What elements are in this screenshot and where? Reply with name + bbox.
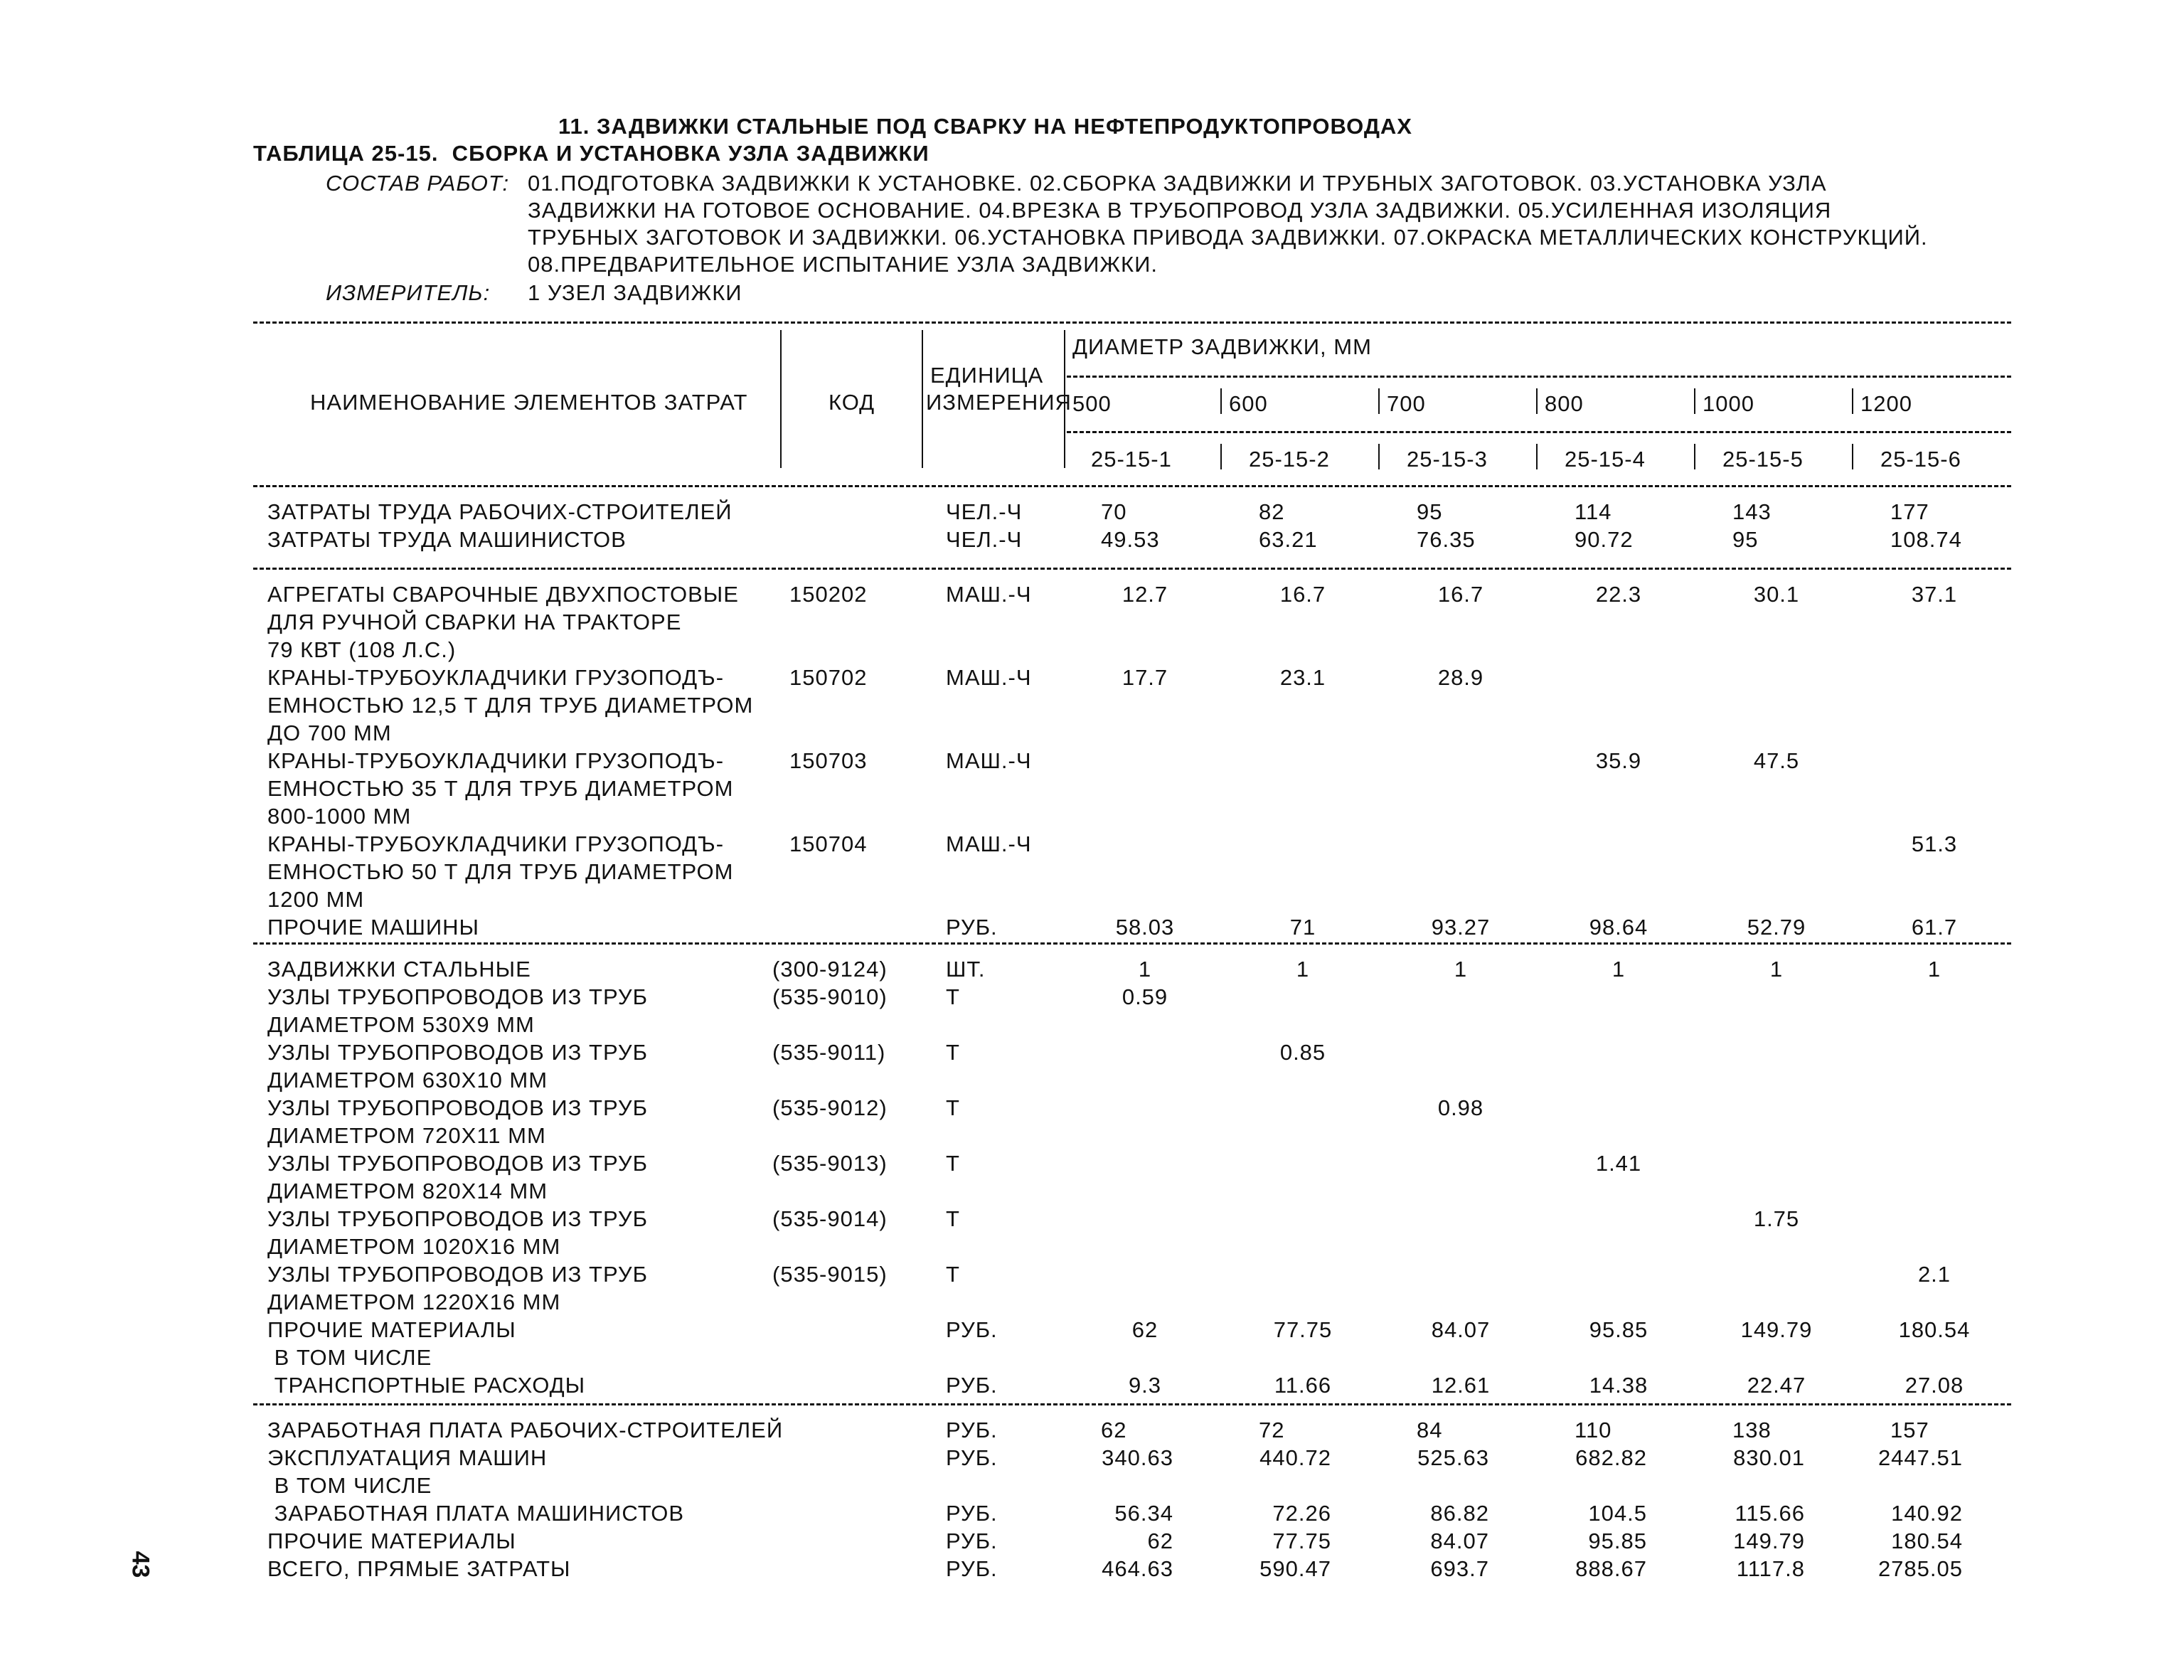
diameter-800: 800 <box>1545 391 1584 416</box>
row-value: 143 <box>1732 499 1772 524</box>
row-value: 682.82 <box>1575 1445 1647 1470</box>
row-name-line: ДО 700 ММ <box>267 721 392 745</box>
row-name-line: ДЛЯ РУЧНОЙ СВАРКИ НА ТРАКТОРЕ <box>267 610 682 634</box>
row-code: 150202 <box>789 582 868 607</box>
row-name-line: УЗЛЫ ТРУБОПРОВОДОВ ИЗ ТРУБ <box>267 1151 648 1176</box>
row-code: (300-9124) <box>772 957 888 982</box>
row-unit: Т <box>946 984 960 1009</box>
code-divider-2 <box>1220 444 1222 469</box>
row-value: 30.1 <box>1753 582 1800 607</box>
row-value: 830.01 <box>1733 1445 1805 1470</box>
header-top-rule <box>253 321 2011 324</box>
row-value: 35.9 <box>1595 748 1642 773</box>
row-value: 28.9 <box>1437 665 1484 690</box>
row-unit: Т <box>946 1151 960 1176</box>
row-value: 95 <box>1417 499 1443 524</box>
row-unit: МАШ.-Ч <box>946 665 1032 690</box>
row-name-line: УЗЛЫ ТРУБОПРОВОДОВ ИЗ ТРУБ <box>267 1040 648 1065</box>
row-value: 525.63 <box>1417 1445 1489 1470</box>
page-number: 43 <box>127 1551 154 1578</box>
row-unit: Т <box>946 1095 960 1120</box>
row-value: 71 <box>1289 915 1316 940</box>
table-title: ТАБЛИЦА 25-15. СБОРКА И УСТАНОВКА УЗЛА ЗАДВИЖКИ <box>253 141 929 166</box>
row-value: 177 <box>1890 499 1929 524</box>
header-rule-2 <box>1067 431 2011 433</box>
code-divider-6 <box>1852 444 1853 469</box>
row-name-line: ЗАТРАТЫ ТРУДА МАШИНИСТОВ <box>267 527 627 552</box>
header-rule-1 <box>1067 376 2011 378</box>
code-divider-3 <box>1378 444 1380 469</box>
group-divider <box>253 942 2011 945</box>
row-unit: ШТ. <box>946 957 986 982</box>
header-bottom-rule <box>253 485 2011 487</box>
row-value: 84.07 <box>1431 1317 1491 1342</box>
row-value: 180.54 <box>1898 1317 1971 1342</box>
row-value: 23.1 <box>1279 665 1326 690</box>
row-value: 47.5 <box>1753 748 1800 773</box>
row-code: 150702 <box>789 665 868 690</box>
row-value: 82 <box>1259 499 1285 524</box>
row-name-line: ЕМНОСТЬЮ 12,5 Т ДЛЯ ТРУБ ДИАМЕТРОМ <box>267 693 754 718</box>
diameter-500: 500 <box>1072 391 1112 416</box>
row-value: 693.7 <box>1430 1556 1489 1581</box>
section-title: 11. ЗАДВИЖКИ СТАЛЬНЫЕ ПОД СВАРКУ НА НЕФТЕПРОДУКТОПРОВОДАХ <box>558 114 1412 139</box>
row-value: 12.61 <box>1431 1373 1491 1398</box>
header-divider-name <box>780 330 782 468</box>
row-unit: РУБ. <box>946 1501 998 1526</box>
row-value: 149.79 <box>1733 1529 1805 1553</box>
row-name-line: ДИАМЕТРОМ 530Х9 ММ <box>267 1012 535 1037</box>
row-name-line: ЕМНОСТЬЮ 50 Т ДЛЯ ТРУБ ДИАМЕТРОМ <box>267 859 734 884</box>
diam-divider-2 <box>1220 388 1222 414</box>
row-value: 2.1 <box>1917 1262 1951 1287</box>
row-name-line: ЗАТРАТЫ ТРУДА РАБОЧИХ-СТРОИТЕЛЕЙ <box>267 499 733 524</box>
row-value: 1 <box>1454 957 1468 982</box>
row-value: 16.7 <box>1279 582 1326 607</box>
row-code: 150704 <box>789 831 868 856</box>
row-value: 1.75 <box>1753 1206 1800 1231</box>
row-value: 95.85 <box>1588 1529 1647 1553</box>
row-value: 157 <box>1890 1418 1929 1442</box>
row-value: 1 <box>1138 957 1152 982</box>
row-name-line: ВСЕГО, ПРЯМЫЕ ЗАТРАТЫ <box>267 1556 571 1581</box>
work-line-4: 08.ПРЕДВАРИТЕЛЬНОЕ ИСПЫТАНИЕ УЗЛА ЗАДВИЖКИ. <box>528 252 1158 277</box>
code-25-15-6: 25-15-6 <box>1880 447 1961 472</box>
row-name-line: ДИАМЕТРОМ 720Х11 ММ <box>267 1123 546 1148</box>
row-value: 115.66 <box>1735 1501 1805 1526</box>
row-value: 62 <box>1101 1418 1127 1442</box>
row-value: 27.08 <box>1905 1373 1964 1398</box>
row-value: 1 <box>1927 957 1941 982</box>
row-unit: РУБ. <box>946 1317 998 1342</box>
row-code: (535-9011) <box>772 1040 886 1065</box>
row-value: 72 <box>1259 1418 1285 1442</box>
row-value: 61.7 <box>1911 915 1958 940</box>
row-value: 440.72 <box>1259 1445 1331 1470</box>
header-diameter: ДИАМЕТР ЗАДВИЖКИ, ММ <box>1072 334 1372 359</box>
row-value: 590.47 <box>1259 1556 1331 1581</box>
row-unit: Т <box>946 1206 960 1231</box>
row-code: (535-9015) <box>772 1262 888 1287</box>
row-value: 108.74 <box>1890 527 1962 552</box>
row-value: 84.07 <box>1430 1529 1489 1553</box>
row-value: 0.85 <box>1279 1040 1326 1065</box>
code-25-15-1: 25-15-1 <box>1091 447 1172 472</box>
row-value: 22.3 <box>1595 582 1642 607</box>
row-value: 90.72 <box>1575 527 1634 552</box>
row-value: 52.79 <box>1747 915 1806 940</box>
code-divider-4 <box>1536 444 1538 469</box>
row-value: 84 <box>1417 1418 1443 1442</box>
diam-divider-5 <box>1694 388 1695 414</box>
row-value: 464.63 <box>1102 1556 1173 1581</box>
row-name-line: ДИАМЕТРОМ 820Х14 ММ <box>267 1179 548 1203</box>
work-line-1: 01.ПОДГОТОВКА ЗАДВИЖКИ К УСТАНОВКЕ. 02.СБОРКА ЗАДВИЖКИ И ТРУБНЫХ ЗАГОТОВОК. 03.УСТАНОВКА УЗЛА <box>528 171 1827 196</box>
group-divider <box>253 568 2011 570</box>
row-value: 1 <box>1769 957 1784 982</box>
row-name-line: ЭКСПЛУАТАЦИЯ МАШИН <box>267 1445 548 1470</box>
row-value: 70 <box>1101 499 1127 524</box>
row-code: (535-9012) <box>772 1095 888 1120</box>
row-value: 95.85 <box>1589 1317 1648 1342</box>
diam-divider-3 <box>1378 388 1380 414</box>
row-value: 56.34 <box>1114 1501 1173 1526</box>
code-25-15-2: 25-15-2 <box>1249 447 1330 472</box>
header-name: НАИМЕНОВАНИЕ ЭЛЕМЕНТОВ ЗАТРАТ <box>310 390 748 415</box>
row-value: 888.67 <box>1575 1556 1647 1581</box>
row-name-line: 79 КВТ (108 Л.С.) <box>267 637 457 662</box>
row-name-line: УЗЛЫ ТРУБОПРОВОДОВ ИЗ ТРУБ <box>267 984 648 1009</box>
row-value: 1 <box>1296 957 1310 982</box>
row-value: 1.41 <box>1595 1151 1642 1176</box>
row-name-line: В ТОМ ЧИСЛЕ <box>267 1345 432 1370</box>
row-name-line: ПРОЧИЕ МАШИНЫ <box>267 915 479 940</box>
measure-label: ИЗМЕРИТЕЛЬ: <box>326 280 491 305</box>
row-unit: РУБ. <box>946 915 998 940</box>
row-name-line: УЗЛЫ ТРУБОПРОВОДОВ ИЗ ТРУБ <box>267 1206 648 1231</box>
row-value: 58.03 <box>1115 915 1175 940</box>
row-name-line: ДИАМЕТРОМ 1220Х16 ММ <box>267 1290 561 1314</box>
row-unit: РУБ. <box>946 1418 998 1442</box>
row-name-line: КРАНЫ-ТРУБОУКЛАДЧИКИ ГРУЗОПОДЪ- <box>267 665 725 690</box>
row-value: 77.75 <box>1272 1529 1331 1553</box>
row-unit: РУБ. <box>946 1556 998 1581</box>
row-name-line: КРАНЫ-ТРУБОУКЛАДЧИКИ ГРУЗОПОДЪ- <box>267 831 725 856</box>
row-name-line: КРАНЫ-ТРУБОУКЛАДЧИКИ ГРУЗОПОДЪ- <box>267 748 725 773</box>
row-value: 22.47 <box>1747 1373 1806 1398</box>
diameter-600: 600 <box>1229 391 1268 416</box>
row-value: 17.7 <box>1122 665 1168 690</box>
code-25-15-4: 25-15-4 <box>1565 447 1646 472</box>
row-name-line: ТРАНСПОРТНЫЕ РАСХОДЫ <box>267 1373 586 1398</box>
row-unit: ЧЕЛ.-Ч <box>946 499 1023 524</box>
row-value: 49.53 <box>1101 527 1160 552</box>
diameter-1200: 1200 <box>1860 391 1912 416</box>
row-value: 1 <box>1612 957 1626 982</box>
row-value: 11.66 <box>1274 1373 1332 1398</box>
row-value: 0.59 <box>1122 984 1168 1009</box>
row-value: 110 <box>1575 1418 1612 1442</box>
row-value: 1117.8 <box>1736 1556 1805 1581</box>
diameter-700: 700 <box>1387 391 1426 416</box>
row-code: (535-9010) <box>772 984 888 1009</box>
row-value: 51.3 <box>1911 831 1958 856</box>
row-value: 37.1 <box>1911 582 1958 607</box>
row-value: 138 <box>1732 1418 1772 1442</box>
row-unit: ЧЕЛ.-Ч <box>946 527 1023 552</box>
diam-divider-6 <box>1852 388 1853 414</box>
row-unit: МАШ.-Ч <box>946 748 1032 773</box>
row-unit: РУБ. <box>946 1529 998 1553</box>
work-label: СОСТАВ РАБОТ: <box>326 171 510 196</box>
row-unit: МАШ.-Ч <box>946 582 1032 607</box>
row-name-line: ЗАРАБОТНАЯ ПЛАТА МАШИНИСТОВ <box>267 1501 685 1526</box>
row-value: 104.5 <box>1588 1501 1647 1526</box>
row-name-line: ДИАМЕТРОМ 630Х10 ММ <box>267 1068 548 1092</box>
measure-value: 1 УЗЕЛ ЗАДВИЖКИ <box>528 280 742 305</box>
row-value: 72.26 <box>1272 1501 1331 1526</box>
row-code: 150703 <box>789 748 868 773</box>
group-divider <box>253 1403 2011 1405</box>
row-name-line: 1200 ММ <box>267 887 365 912</box>
row-value: 95 <box>1732 527 1759 552</box>
row-value: 14.38 <box>1589 1373 1648 1398</box>
row-name-line: ПРОЧИЕ МАТЕРИАЛЫ <box>267 1529 516 1553</box>
work-line-3: ТРУБНЫХ ЗАГОТОВОК И ЗАДВИЖКИ. 06.УСТАНОВКА ПРИВОДА ЗАДВИЖКИ. 07.ОКРАСКА МЕТАЛЛИЧЕСКИХ КОНСТРУКЦИЙ. <box>528 225 1928 250</box>
row-value: 140.92 <box>1891 1501 1963 1526</box>
header-divider-code <box>922 330 923 468</box>
row-value: 77.75 <box>1273 1317 1333 1342</box>
code-25-15-3: 25-15-3 <box>1407 447 1488 472</box>
row-name-line: В ТОМ ЧИСЛЕ <box>267 1473 432 1498</box>
row-value: 86.82 <box>1430 1501 1489 1526</box>
row-name-line: 800-1000 ММ <box>267 804 412 829</box>
row-name-line: ЗАРАБОТНАЯ ПЛАТА РАБОЧИХ-СТРОИТЕЛЕЙ <box>267 1418 784 1442</box>
row-unit: РУБ. <box>946 1445 998 1470</box>
row-value: 16.7 <box>1437 582 1484 607</box>
row-unit: МАШ.-Ч <box>946 831 1032 856</box>
row-code: (535-9013) <box>772 1151 888 1176</box>
header-unit-line2: ИЗМЕРЕНИЯ <box>926 390 1072 415</box>
row-value: 180.54 <box>1891 1529 1963 1553</box>
row-name-line: ЗАДВИЖКИ СТАЛЬНЫЕ <box>267 957 531 982</box>
row-name-line: ЕМНОСТЬЮ 35 Т ДЛЯ ТРУБ ДИАМЕТРОМ <box>267 776 734 801</box>
row-name-line: ДИАМЕТРОМ 1020Х16 ММ <box>267 1234 561 1259</box>
row-name-line: АГРЕГАТЫ СВАРОЧНЫЕ ДВУХПОСТОВЫЕ <box>267 582 739 607</box>
row-value: 340.63 <box>1102 1445 1173 1470</box>
row-unit: Т <box>946 1040 960 1065</box>
row-value: 12.7 <box>1122 582 1168 607</box>
diameter-1000: 1000 <box>1703 391 1754 416</box>
row-value: 2447.51 <box>1877 1445 1963 1470</box>
row-value: 9.3 <box>1128 1373 1162 1398</box>
code-divider-5 <box>1694 444 1695 469</box>
row-value: 2785.05 <box>1877 1556 1963 1581</box>
row-value: 98.64 <box>1589 915 1648 940</box>
row-unit: РУБ. <box>946 1373 998 1398</box>
row-value: 76.35 <box>1417 527 1476 552</box>
row-unit: Т <box>946 1262 960 1287</box>
row-value: 62 <box>1147 1529 1173 1553</box>
row-code: (535-9014) <box>772 1206 888 1231</box>
row-value: 93.27 <box>1431 915 1491 940</box>
row-value: 114 <box>1575 499 1612 524</box>
row-value: 63.21 <box>1259 527 1318 552</box>
row-value: 0.98 <box>1437 1095 1484 1120</box>
work-line-2: ЗАДВИЖКИ НА ГОТОВОЕ ОСНОВАНИЕ. 04.ВРЕЗКА В ТРУБОПРОВОД УЗЛА ЗАДВИЖКИ. 05.УСИЛЕННАЯ ИЗОЛЯЦИЯ <box>528 198 1832 223</box>
row-value: 62 <box>1131 1317 1158 1342</box>
row-name-line: УЗЛЫ ТРУБОПРОВОДОВ ИЗ ТРУБ <box>267 1095 648 1120</box>
header-unit-line1: ЕДИНИЦА <box>930 363 1044 388</box>
row-name-line: ПРОЧИЕ МАТЕРИАЛЫ <box>267 1317 516 1342</box>
diam-divider-4 <box>1536 388 1538 414</box>
row-value: 149.79 <box>1740 1317 1813 1342</box>
code-25-15-5: 25-15-5 <box>1722 447 1804 472</box>
row-name-line: УЗЛЫ ТРУБОПРОВОДОВ ИЗ ТРУБ <box>267 1262 648 1287</box>
header-code: КОД <box>829 390 875 415</box>
